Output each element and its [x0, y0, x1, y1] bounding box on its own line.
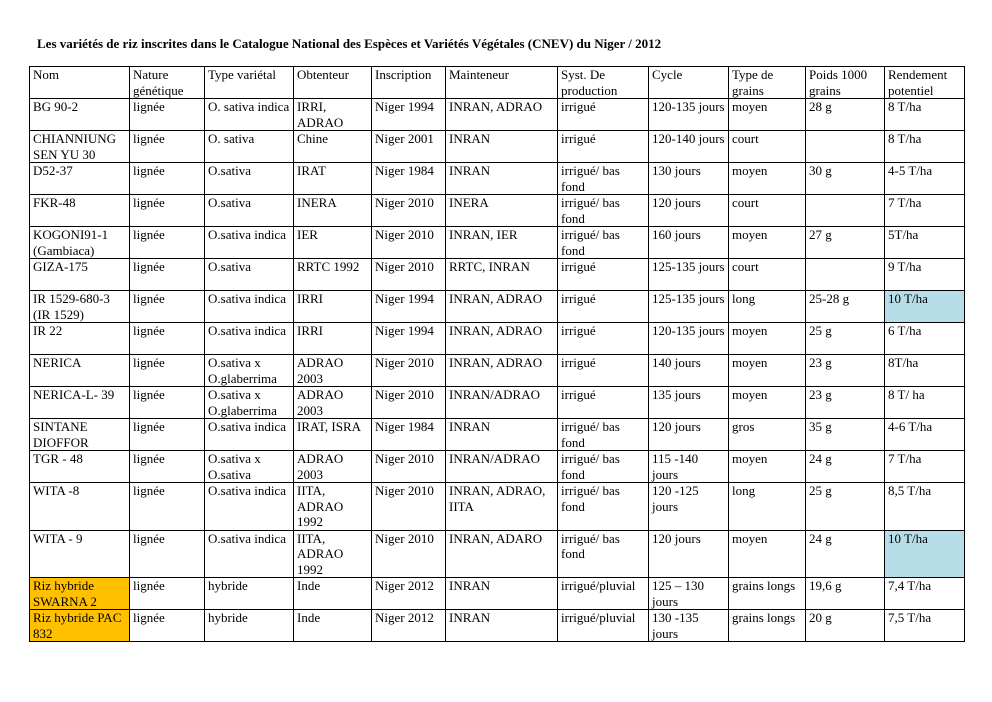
genetic-nature-cell: lignée: [130, 419, 205, 451]
genetic-nature-cell: lignée: [130, 451, 205, 483]
cycle-cell: 125-135 jours: [649, 291, 729, 323]
table-row: [30, 355, 965, 387]
breeder-cell: INERA: [294, 195, 372, 227]
genetic-nature-cell: lignée: [130, 163, 205, 195]
table-row: [30, 99, 965, 131]
registration-cell: Niger 2010: [372, 530, 446, 578]
variety-name-cell: D52-37: [30, 163, 130, 195]
breeder-cell: IRRI: [294, 323, 372, 355]
breeder-cell: Chine: [294, 131, 372, 163]
grain-type-cell: moyen: [729, 163, 806, 195]
grain-type-cell: court: [729, 259, 806, 291]
grain-type-cell: moyen: [729, 99, 806, 131]
maintainer-cell: INRAN: [446, 163, 558, 195]
potential-yield-cell: 8T/ha: [885, 355, 965, 387]
variety-name-cell: BG 90-2: [30, 99, 130, 131]
thousand-grain-weight-cell: 20 g: [806, 610, 885, 642]
varietal-type-cell: O.sativa: [205, 259, 294, 291]
production-system-cell: irrigué/pluvial: [558, 610, 649, 642]
variety-name-cell: GIZA-175: [30, 259, 130, 291]
maintainer-cell: INRAN, ADRAO: [446, 323, 558, 355]
maintainer-cell: RRTC, INRAN: [446, 259, 558, 291]
genetic-nature-cell: lignée: [130, 355, 205, 387]
potential-yield-cell: 8 T/ha: [885, 99, 965, 131]
column-header: Type de grains: [729, 67, 806, 99]
variety-name-cell: FKR-48: [30, 195, 130, 227]
maintainer-cell: INRAN: [446, 419, 558, 451]
genetic-nature-cell: lignée: [130, 483, 205, 531]
cycle-cell: 125-135 jours: [649, 259, 729, 291]
varietal-type-cell: O.sativa x O.sativa: [205, 451, 294, 483]
thousand-grain-weight-cell: 25-28 g: [806, 291, 885, 323]
varietal-type-cell: O.sativa indica: [205, 483, 294, 531]
varietal-type-cell: hybride: [205, 578, 294, 610]
varietal-type-cell: O.sativa indica: [205, 291, 294, 323]
breeder-cell: IRRI, ADRAO: [294, 99, 372, 131]
variety-name-cell: NERICA-L- 39: [30, 387, 130, 419]
potential-yield-cell: 8,5 T/ha: [885, 483, 965, 531]
varietal-type-cell: O. sativa indica: [205, 99, 294, 131]
cycle-cell: 130 -135 jours: [649, 610, 729, 642]
maintainer-cell: INRAN, ADARO: [446, 530, 558, 578]
varietal-type-cell: O.sativa indica: [205, 227, 294, 259]
maintainer-cell: INRAN, ADRAO, IITA: [446, 483, 558, 531]
thousand-grain-weight-cell: 35 g: [806, 419, 885, 451]
variety-name-cell: CHIANNIUNG SEN YU 30: [30, 131, 130, 163]
table-row: [30, 419, 965, 451]
production-system-cell: irrigué: [558, 355, 649, 387]
cycle-cell: 115 -140 jours: [649, 451, 729, 483]
column-header: Rendement potentiel: [885, 67, 965, 99]
cycle-cell: 120 -125 jours: [649, 483, 729, 531]
registration-cell: Niger 2012: [372, 610, 446, 642]
breeder-cell: IITA, ADRAO 1992: [294, 483, 372, 531]
grain-type-cell: grains longs: [729, 610, 806, 642]
variety-name-cell: Riz hybride PAC 832: [30, 610, 130, 642]
potential-yield-cell: 7 T/ha: [885, 451, 965, 483]
breeder-cell: RRTC 1992: [294, 259, 372, 291]
production-system-cell: irrigué: [558, 259, 649, 291]
registration-cell: Niger 1994: [372, 291, 446, 323]
breeder-cell: Inde: [294, 610, 372, 642]
grain-type-cell: moyen: [729, 451, 806, 483]
variety-name-cell: WITA -8: [30, 483, 130, 531]
varietal-type-cell: O.sativa indica: [205, 530, 294, 578]
registration-cell: Niger 2010: [372, 451, 446, 483]
production-system-cell: irrigué: [558, 99, 649, 131]
genetic-nature-cell: lignée: [130, 131, 205, 163]
table-row: [30, 163, 965, 195]
production-system-cell: irrigué/ bas fond: [558, 451, 649, 483]
grain-type-cell: moyen: [729, 355, 806, 387]
production-system-cell: irrigué: [558, 323, 649, 355]
registration-cell: Niger 1994: [372, 99, 446, 131]
thousand-grain-weight-cell: 30 g: [806, 163, 885, 195]
maintainer-cell: INRAN, ADRAO: [446, 99, 558, 131]
potential-yield-cell: 10 T/ha: [885, 291, 965, 323]
thousand-grain-weight-cell: 25 g: [806, 483, 885, 531]
registration-cell: Niger 2010: [372, 227, 446, 259]
maintainer-cell: INRAN, ADRAO: [446, 355, 558, 387]
table-row: [30, 259, 965, 291]
thousand-grain-weight-cell: [806, 195, 885, 227]
registration-cell: Niger 2010: [372, 259, 446, 291]
varietal-type-cell: O.sativa: [205, 195, 294, 227]
column-header: Poids 1000 grains: [806, 67, 885, 99]
maintainer-cell: INRAN: [446, 131, 558, 163]
table-row: [30, 323, 965, 355]
column-header: Nature génétique: [130, 67, 205, 99]
table-row: [30, 610, 965, 642]
cycle-cell: 120 jours: [649, 530, 729, 578]
maintainer-cell: INRAN: [446, 578, 558, 610]
maintainer-cell: INRAN/ADRAO: [446, 451, 558, 483]
breeder-cell: Inde: [294, 578, 372, 610]
cycle-cell: 160 jours: [649, 227, 729, 259]
breeder-cell: IRRI: [294, 291, 372, 323]
potential-yield-cell: 4-5 T/ha: [885, 163, 965, 195]
grain-type-cell: moyen: [729, 227, 806, 259]
genetic-nature-cell: lignée: [130, 259, 205, 291]
production-system-cell: irrigué: [558, 387, 649, 419]
grain-type-cell: moyen: [729, 387, 806, 419]
thousand-grain-weight-cell: 27 g: [806, 227, 885, 259]
genetic-nature-cell: lignée: [130, 195, 205, 227]
thousand-grain-weight-cell: 23 g: [806, 387, 885, 419]
cycle-cell: 120-140 jours: [649, 131, 729, 163]
cycle-cell: 120 jours: [649, 419, 729, 451]
table-row: [30, 387, 965, 419]
genetic-nature-cell: lignée: [130, 578, 205, 610]
genetic-nature-cell: lignée: [130, 387, 205, 419]
column-header: Syst. De production: [558, 67, 649, 99]
grain-type-cell: court: [729, 131, 806, 163]
varietal-type-cell: O.sativa indica: [205, 323, 294, 355]
varietal-type-cell: O.sativa x O.glaberrima: [205, 355, 294, 387]
variety-name-cell: WITA - 9: [30, 530, 130, 578]
variety-name-cell: NERICA: [30, 355, 130, 387]
thousand-grain-weight-cell: [806, 259, 885, 291]
production-system-cell: irrigué: [558, 291, 649, 323]
potential-yield-cell: 8 T/ha: [885, 131, 965, 163]
varietal-type-cell: O.sativa indica: [205, 419, 294, 451]
potential-yield-cell: 5T/ha: [885, 227, 965, 259]
maintainer-cell: INRAN: [446, 610, 558, 642]
cycle-cell: 140 jours: [649, 355, 729, 387]
genetic-nature-cell: lignée: [130, 610, 205, 642]
table-row: [30, 195, 965, 227]
table-row: [30, 530, 965, 578]
grain-type-cell: grains longs: [729, 578, 806, 610]
production-system-cell: irrigué/ bas fond: [558, 530, 649, 578]
maintainer-cell: INRAN, IER: [446, 227, 558, 259]
varietal-type-cell: O.sativa: [205, 163, 294, 195]
cycle-cell: 120-135 jours: [649, 99, 729, 131]
column-header: Cycle: [649, 67, 729, 99]
varietal-type-cell: hybride: [205, 610, 294, 642]
maintainer-cell: INERA: [446, 195, 558, 227]
table-body: [30, 99, 965, 642]
variety-name-cell: Riz hybride SWARNA 2: [30, 578, 130, 610]
genetic-nature-cell: lignée: [130, 291, 205, 323]
table-row: [30, 578, 965, 610]
breeder-cell: ADRAO 2003: [294, 355, 372, 387]
thousand-grain-weight-cell: [806, 131, 885, 163]
potential-yield-cell: 4-6 T/ha: [885, 419, 965, 451]
cycle-cell: 120-135 jours: [649, 323, 729, 355]
table-row: [30, 291, 965, 323]
variety-name-cell: KOGONI91-1 (Gambiaca): [30, 227, 130, 259]
breeder-cell: IRAT: [294, 163, 372, 195]
table-row: [30, 227, 965, 259]
production-system-cell: irrigué/ bas fond: [558, 483, 649, 531]
grain-type-cell: moyen: [729, 323, 806, 355]
registration-cell: Niger 1994: [372, 323, 446, 355]
registration-cell: Niger 2010: [372, 387, 446, 419]
rice-varieties-table: [29, 66, 965, 642]
document-title: Les variétés de riz inscrites dans le Catalogue National des Espèces et Variétés Végétales (CNEV) du Niger / 2012: [37, 36, 662, 51]
registration-cell: Niger 1984: [372, 419, 446, 451]
column-header: Inscription: [372, 67, 446, 99]
variety-name-cell: TGR - 48: [30, 451, 130, 483]
cycle-cell: 125 – 130 jours: [649, 578, 729, 610]
breeder-cell: IRAT, ISRA: [294, 419, 372, 451]
varietal-type-cell: O.sativa x O.glaberrima: [205, 387, 294, 419]
breeder-cell: ADRAO 2003: [294, 387, 372, 419]
potential-yield-cell: 6 T/ha: [885, 323, 965, 355]
thousand-grain-weight-cell: 24 g: [806, 530, 885, 578]
thousand-grain-weight-cell: 28 g: [806, 99, 885, 131]
registration-cell: Niger 2010: [372, 195, 446, 227]
table-row: [30, 131, 965, 163]
column-header: Type variétal: [205, 67, 294, 99]
registration-cell: Niger 2012: [372, 578, 446, 610]
production-system-cell: irrigué/ bas fond: [558, 227, 649, 259]
registration-cell: Niger 2010: [372, 355, 446, 387]
registration-cell: Niger 1984: [372, 163, 446, 195]
table-row: [30, 483, 965, 531]
thousand-grain-weight-cell: 19,6 g: [806, 578, 885, 610]
thousand-grain-weight-cell: 23 g: [806, 355, 885, 387]
variety-name-cell: SINTANE DIOFFOR: [30, 419, 130, 451]
breeder-cell: IER: [294, 227, 372, 259]
genetic-nature-cell: lignée: [130, 530, 205, 578]
column-header: Obtenteur: [294, 67, 372, 99]
genetic-nature-cell: lignée: [130, 227, 205, 259]
variety-name-cell: IR 1529-680-3 (IR 1529): [30, 291, 130, 323]
maintainer-cell: INRAN, ADRAO: [446, 291, 558, 323]
column-header: Nom: [30, 67, 130, 99]
potential-yield-cell: 7 T/ha: [885, 195, 965, 227]
maintainer-cell: INRAN/ADRAO: [446, 387, 558, 419]
varietal-type-cell: O. sativa: [205, 131, 294, 163]
grain-type-cell: court: [729, 195, 806, 227]
registration-cell: Niger 2001: [372, 131, 446, 163]
production-system-cell: irrigué: [558, 131, 649, 163]
table-row: [30, 451, 965, 483]
registration-cell: Niger 2010: [372, 483, 446, 531]
grain-type-cell: long: [729, 483, 806, 531]
breeder-cell: IITA, ADRAO 1992: [294, 530, 372, 578]
potential-yield-cell: 9 T/ha: [885, 259, 965, 291]
thousand-grain-weight-cell: 24 g: [806, 451, 885, 483]
potential-yield-cell: 8 T/ ha: [885, 387, 965, 419]
potential-yield-cell: 7,5 T/ha: [885, 610, 965, 642]
production-system-cell: irrigué/ bas fond: [558, 195, 649, 227]
cycle-cell: 120 jours: [649, 195, 729, 227]
cycle-cell: 135 jours: [649, 387, 729, 419]
production-system-cell: irrigué/ bas fond: [558, 419, 649, 451]
grain-type-cell: gros: [729, 419, 806, 451]
variety-name-cell: IR 22: [30, 323, 130, 355]
column-header: Mainteneur: [446, 67, 558, 99]
grain-type-cell: long: [729, 291, 806, 323]
cycle-cell: 130 jours: [649, 163, 729, 195]
potential-yield-cell: 10 T/ha: [885, 530, 965, 578]
genetic-nature-cell: lignée: [130, 323, 205, 355]
grain-type-cell: moyen: [729, 530, 806, 578]
potential-yield-cell: 7,4 T/ha: [885, 578, 965, 610]
production-system-cell: irrigué/ bas fond: [558, 163, 649, 195]
production-system-cell: irrigué/pluvial: [558, 578, 649, 610]
header-row: [30, 67, 965, 99]
breeder-cell: ADRAO 2003: [294, 451, 372, 483]
thousand-grain-weight-cell: 25 g: [806, 323, 885, 355]
genetic-nature-cell: lignée: [130, 99, 205, 131]
